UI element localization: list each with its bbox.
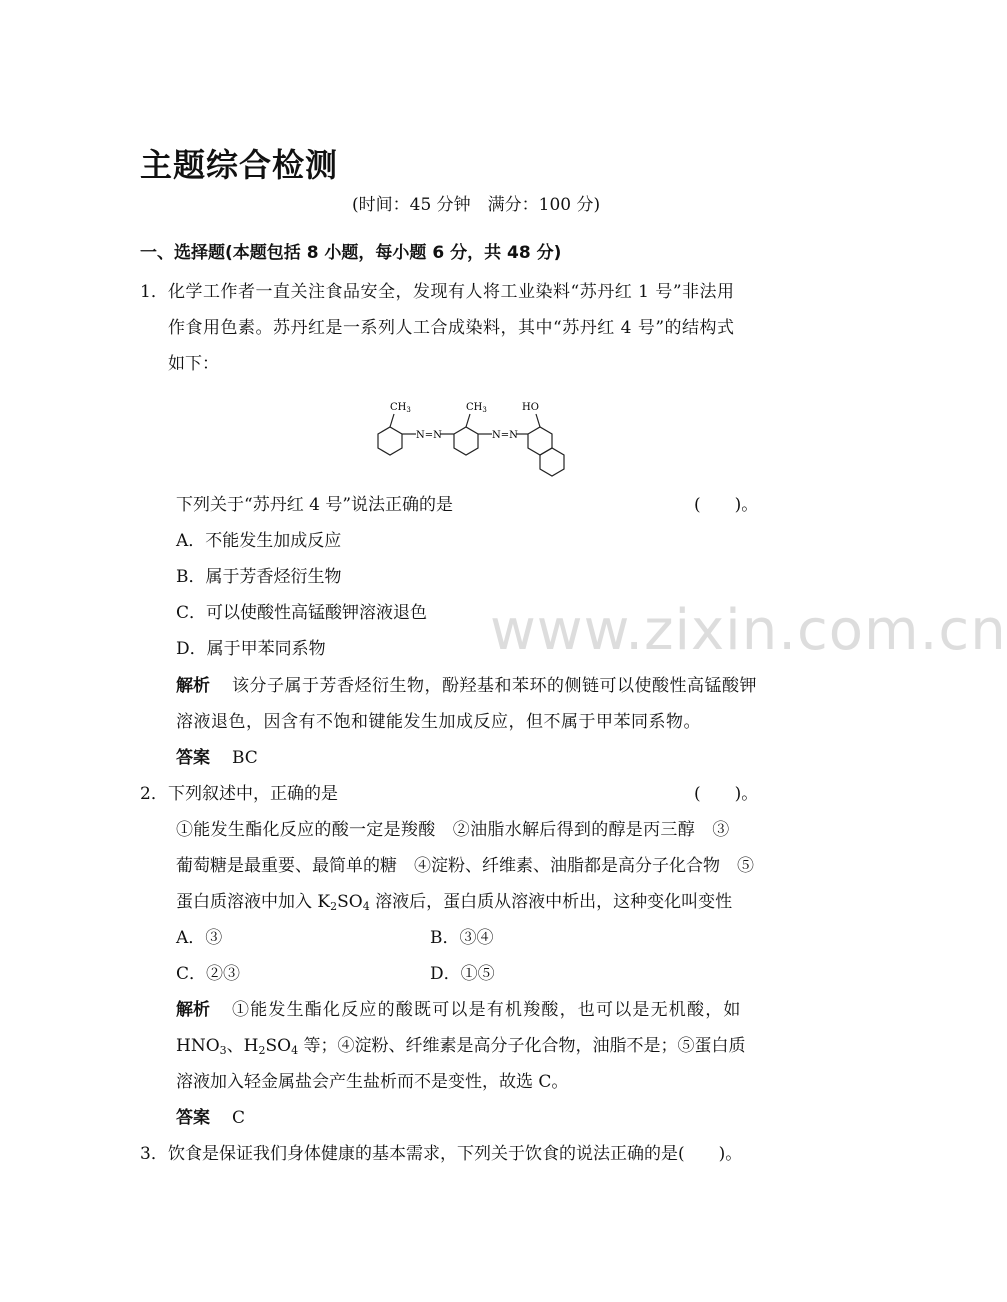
question-2-analysis-label: 解析 [176,1000,210,1020]
naphthalene-ring-1 [528,427,552,455]
question-2-answer: C [232,1108,246,1128]
question-2-analysis-line-1: ①能发生酯化反应的酸既可以是有机羧酸，也可以是无机酸，如 [232,1000,742,1020]
methyl-label-1: $CH_3$ [390,402,411,414]
question-1-option-d: D．属于甲苯同系物 [176,639,326,659]
question-1-analysis-line-2: 溶液退色，因含有不饱和键能发生加成反应，但不属于甲苯同系物。 [176,712,701,732]
question-2-statement-line-1: ①能发生酯化反应的酸一定是羧酸 ②油脂水解后得到的醇是丙三醇 ③ [176,820,730,840]
question-1-option-a: A．不能发生加成反应 [176,531,342,551]
question-3-prompt: 饮食是保证我们身体健康的基本需求，下列关于饮食的说法正确的是( )。 [168,1144,743,1164]
question-1-line-3: 如下： [168,354,219,374]
question-2-answer-blank: ( )。 [694,784,759,804]
azo-label-2: N=N [492,430,518,441]
question-1-option-b: B．属于芳香烃衍生物 [176,567,342,587]
question-2-prompt: 下列叙述中，正确的是 [168,784,338,804]
question-3-number: 3． [140,1144,168,1164]
hydroxyl-label: HO [522,402,539,413]
question-2-option-b: B．③④ [430,928,494,948]
methyl-label-2: $CH_3$ [466,402,487,414]
question-1-option-c: C．可以使酸性高锰酸钾溶液退色 [176,603,428,623]
question-2-statement-line-3: 蛋白质溶液中加入 $K_2SO_4$ 溶液后，蛋白质从溶液中析出，这种变化叫变性 [176,892,733,913]
question-2-analysis-line-2: $HNO_3$、$H_2SO_4$ 等；④淀粉、纤维素是高分子化合物，油脂不是；⑤蛋白质 [176,1036,746,1057]
watermark: www.zixin.com.cn [490,598,1007,663]
exam-info: (时间：45 分钟 满分：100 分) [352,195,601,215]
question-2-statement-line-2: 葡萄糖是最重要、最简单的糖 ④淀粉、纤维素、油脂都是高分子化合物 ⑤ [176,856,754,876]
question-2-number: 2． [140,784,168,804]
question-1-answer: BC [232,748,258,768]
question-1-line-2: 作食用色素。苏丹红是一系列人工合成染料，其中“苏丹红 4 号”的结构式 [168,318,735,338]
question-1-prompt: 下列关于“苏丹红 4 号”说法正确的是 [176,495,454,515]
question-2-option-c: C．②③ [176,964,241,984]
question-2-answer-label: 答案 [176,1108,210,1128]
question-1-number: 1． [140,282,168,302]
section-heading: 一、选择题(本题包括 8 小题，每小题 6 分，共 48 分) [140,243,562,263]
question-1-line-1: 化学工作者一直关注食品安全，发现有人将工业染料“苏丹红 1 号”非法用 [168,282,735,302]
question-2-option-a: A．③ [176,928,223,948]
azo-label-1: N=N [416,430,442,441]
question-2-option-d: D．①⑤ [430,964,495,984]
naphthalene-ring-2 [540,448,564,476]
question-2-analysis-line-3: 溶液加入轻金属盐会产生盐析而不是变性，故选 C。 [176,1072,569,1092]
sudan-red-structure-diagram [350,392,600,476]
benzene-ring-2 [454,427,478,455]
question-1-analysis-line-1: 该分子属于芳香烃衍生物，酚羟基和苯环的侧链可以使酸性高锰酸钾 [232,676,757,696]
benzene-ring-1 [378,427,402,455]
question-1-answer-blank: ( )。 [694,495,759,515]
question-1-analysis-label: 解析 [176,676,210,696]
question-1-answer-label: 答案 [176,748,210,768]
page-title: 主题综合检测 [140,146,339,184]
